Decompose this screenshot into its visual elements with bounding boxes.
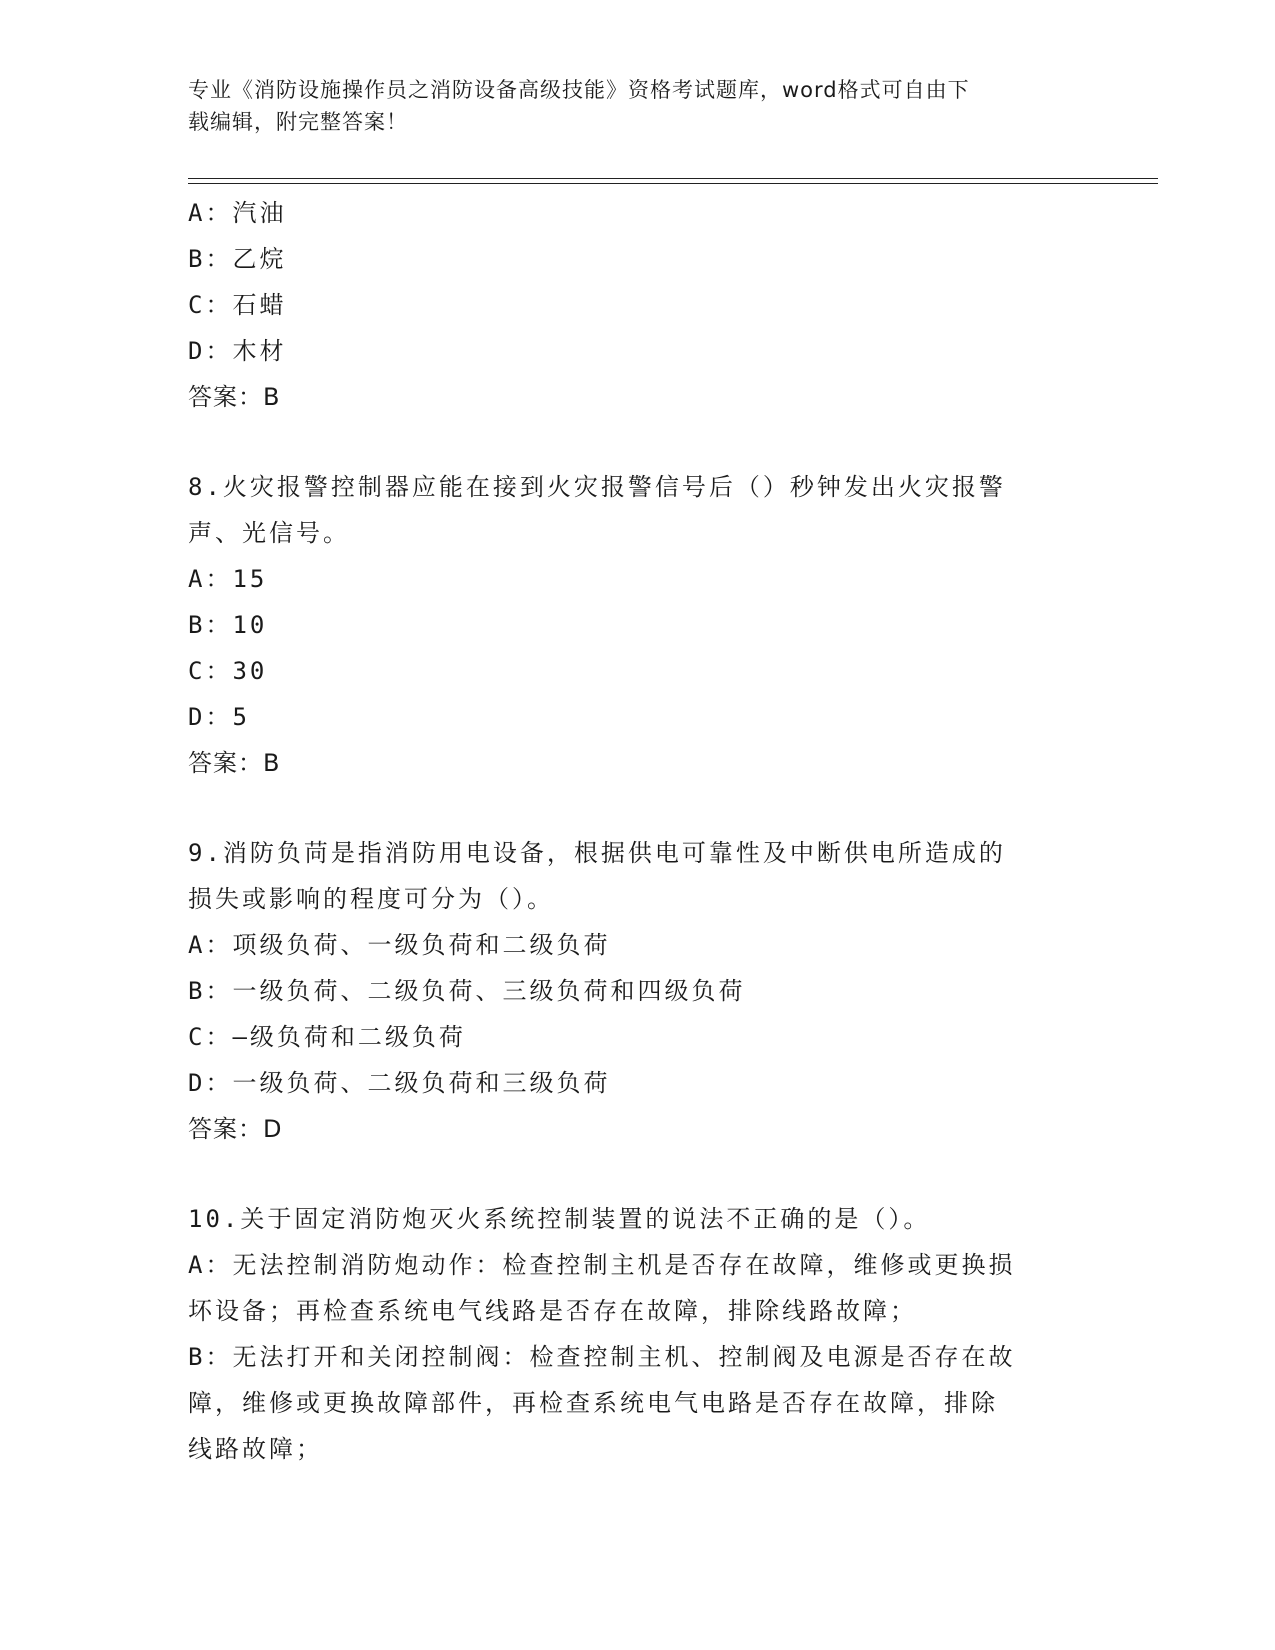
question-title: 10.关于固定消防炮灭火系统控制装置的说法不正确的是（）。	[188, 1205, 931, 1233]
option-c: C：石蜡	[188, 291, 287, 319]
header-divider-top	[188, 178, 1158, 179]
option-d: D：5	[188, 703, 250, 731]
question-8	[188, 464, 1068, 786]
option-a-line-1: A：无法控制消防炮动作：检查控制主机是否存在故障，维修或更换损	[188, 1251, 1016, 1279]
option-c: C：—级负荷和二级负荷	[188, 1023, 466, 1051]
option-b-line-3: 线路故障；	[188, 1435, 323, 1463]
question-title-line-2: 声、光信号。	[188, 519, 350, 547]
spacer	[188, 1152, 1068, 1196]
question-title-line-1: 8.火灾报警控制器应能在接到火灾报警信号后（）秒钟发出火灾报警	[188, 473, 1006, 501]
option-a-line-2: 坏设备；再检查系统电气线路是否存在故障，排除线路故障；	[188, 1297, 917, 1325]
header-line-1: 专业《消防设施操作员之消防设备高级技能》资格考试题库，word格式可自由下	[188, 78, 970, 102]
question-title-line-1: 9.消防负苘是指消防用电设备，根据供电可靠性及中断供电所造成的	[188, 839, 1006, 867]
option-b-line-2: 障，维修或更换故障部件，再检查系统电气电路是否存在故障，排除	[188, 1389, 998, 1417]
option-a: A：项级负荷、一级负荷和二级负荷	[188, 931, 611, 959]
option-a: A：15	[188, 565, 268, 593]
question-7	[188, 190, 1068, 420]
option-c: C：30	[188, 657, 268, 685]
option-b: B：一级负荷、二级负荷、三级负荷和四级负荷	[188, 977, 746, 1005]
spacer	[188, 420, 1068, 464]
option-a: A：汽油	[188, 199, 287, 227]
option-b-line-1: B：无法打开和关闭控制阀：检查控制主机、控制阀及电源是否存在故	[188, 1343, 1016, 1371]
header-line-2: 载编辑，附完整答案！	[188, 110, 408, 134]
spacer	[188, 786, 1068, 830]
answer-label: 答案：B	[188, 749, 281, 777]
question-title-line-2: 损失或影响的程度可分为（）。	[188, 885, 554, 913]
document-header	[188, 74, 1088, 138]
header-divider-bottom	[188, 183, 1158, 184]
option-b: B：10	[188, 611, 268, 639]
option-d: D：一级负荷、二级负荷和三级负荷	[188, 1069, 611, 1097]
answer-label: 答案：B	[188, 383, 281, 411]
option-b: B：乙烷	[188, 245, 287, 273]
question-9	[188, 830, 1068, 1152]
question-10	[188, 1196, 1068, 1472]
answer-label: 答案：D	[188, 1115, 283, 1143]
question-content	[188, 190, 1068, 1472]
option-d: D：木材	[188, 337, 287, 365]
